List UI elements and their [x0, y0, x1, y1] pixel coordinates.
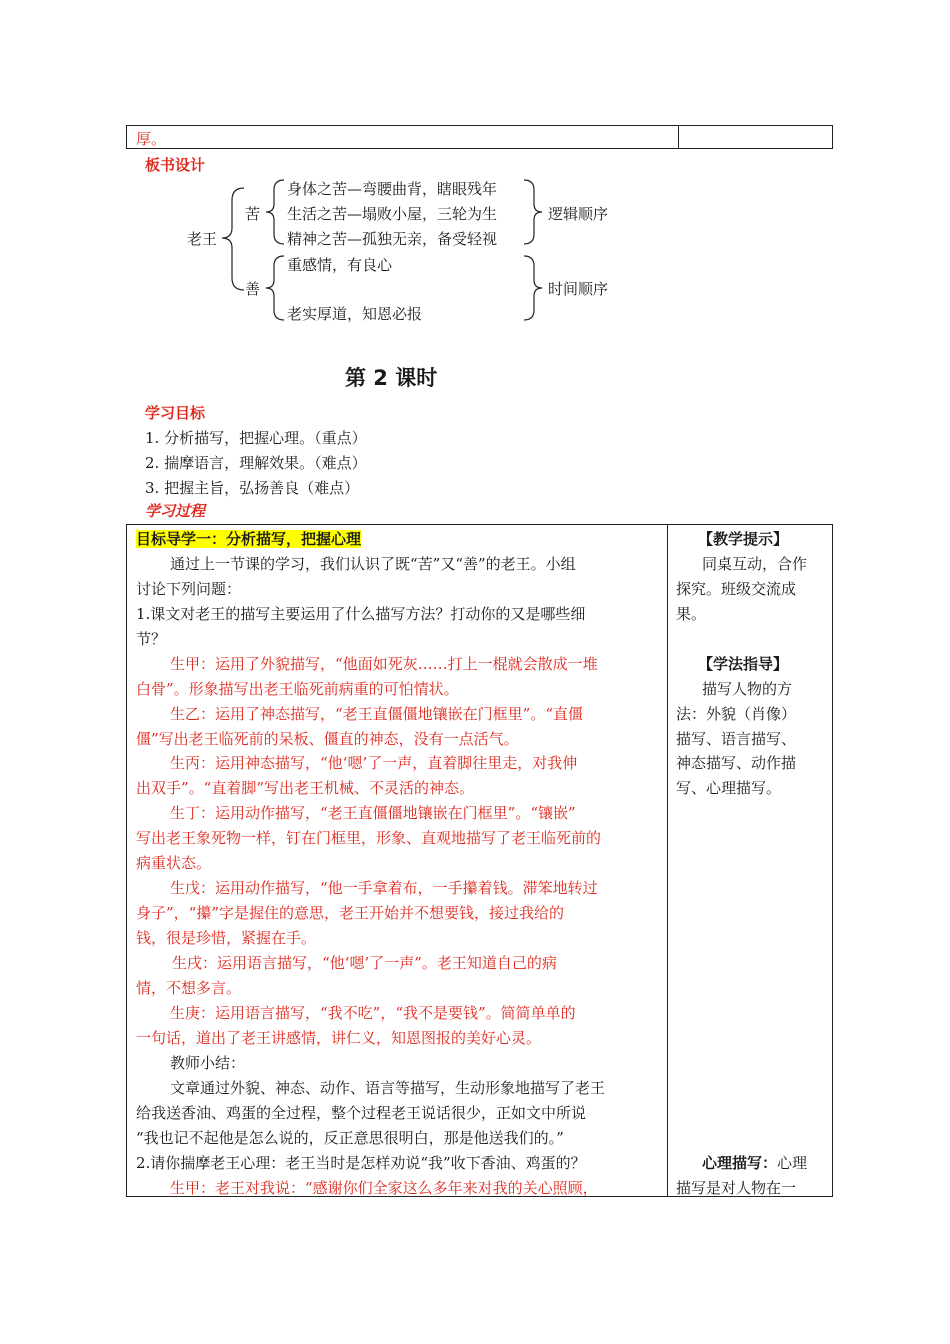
tip-line: 同桌互动，合作: [702, 555, 808, 573]
section-title: 目标导学一：分析描写，把握心理: [136, 530, 362, 548]
answer-line: 情，不想多言。: [136, 979, 242, 997]
board-shan-item: 重感情，有良心: [287, 256, 393, 274]
text-line: 文章通过外貌、神态、动作、语言等描写，生动形象地描写了老王: [170, 1079, 606, 1097]
lesson-title: 第 2 课时: [345, 366, 438, 390]
method-line: 描写人物的方: [702, 680, 793, 698]
goal-item: 2. 揣摩语言，理解效果。（难点）: [145, 454, 367, 472]
answer-line: 病重状态。: [136, 854, 212, 872]
board-heading: 板书设计: [145, 156, 206, 174]
board-root: 老王: [187, 230, 218, 248]
board-ku-item: 生活之苦—塌败小屋，三轮为生: [287, 205, 498, 223]
answer-line: 生甲：运用了外貌描写，“他面如死灰……打上一棍就会散成一堆: [170, 655, 598, 673]
psych-line: 描写是对人物在一: [676, 1179, 797, 1197]
board-ku-item: 精神之苦—孤独无亲，备受轻视: [287, 230, 498, 248]
text-line: 节？: [136, 630, 167, 648]
brace-ku-right: [524, 180, 542, 244]
method-line: 法：外貌（肖像）: [676, 705, 797, 723]
board-braces: [0, 0, 950, 340]
answer-line: 白骨”。形象描写出老王临死前病重的可怕情状。: [136, 680, 459, 698]
board-ku-item: 身体之苦—弯腰曲背，瞎眼残年: [287, 180, 498, 198]
answer-line: 出双手”。“直着脚”写出老王机械、不灵活的神态。: [136, 779, 475, 797]
answer-line: 写出老王象死物一样，钉在门框里，形象、直观地描写了老王临死前的: [136, 829, 602, 847]
psych-line: 心理描写：心理: [702, 1154, 808, 1172]
text-line: 讨论下列问题：: [136, 580, 242, 598]
board-ku-label: 逻辑顺序: [548, 205, 609, 223]
text-line: 给我送香油、鸡蛋的全过程，整个过程老王说话很少，正如文中所说: [136, 1104, 587, 1122]
brace-shan-right: [524, 256, 542, 320]
answer-line: 僵”写出老王临死前的呆板、僵直的神态，没有一点活气。: [136, 730, 519, 748]
brace-root: [222, 188, 244, 290]
method-line: 描写、语言描写、: [676, 730, 797, 748]
brace-ku-left: [266, 180, 284, 244]
text-line: 通过上一节课的学习，我们认识了既“苦”又“善”的老王。小组: [170, 555, 576, 573]
goal-item: 3. 把握主旨，弘扬善良（难点）: [145, 479, 360, 497]
answer-line: 生乙：运用了神态描写，“老王直僵僵地镶嵌在门框里”。“直僵: [170, 705, 584, 723]
top-row-text: 厚。: [136, 130, 167, 148]
summary-label: 教师小结：: [170, 1054, 246, 1072]
method-heading: 【学法指导】: [698, 655, 789, 673]
answer-line: 身子”，“攥”字是握住的意思，老王开始并不想要钱，接过我给的: [136, 904, 565, 922]
board-shan-label: 时间顺序: [548, 280, 609, 298]
board-shan: 善: [245, 280, 261, 298]
text-line: 1.课文对老王的描写主要运用了什么描写方法？打动你的又是哪些细: [136, 605, 586, 623]
brace-shan-left: [266, 256, 284, 320]
goals-heading: 学习目标: [145, 404, 206, 422]
goal-item: 1. 分析描写，把握心理。（重点）: [145, 429, 367, 447]
answer-line: 生庚：运用语言描写，“我不吃”，“我不是要钱”。简简单单的: [170, 1004, 576, 1022]
process-heading: 学习过程: [145, 502, 206, 520]
answer-line: 生戌：运用语言描写，“他‘嗯’了一声”。老王知道自己的病: [172, 954, 557, 972]
answer-line: 一句话，道出了老王讲感情，讲仁义，知恩图报的美好心灵。: [136, 1029, 542, 1047]
text-line: “我也记不起他是怎么说的，反正意思很明白，那是他送我们的。”: [136, 1129, 564, 1147]
board-shan-item: 老实厚道，知恩必报: [287, 305, 423, 323]
answer-line: 生丙：运用神态描写，“他‘嗯’了一声，直着脚往里走，对我伸: [170, 754, 578, 772]
answer-line: 生甲：老王对我说：“感谢你们全家这么多年来对我的关心照顾，: [170, 1179, 598, 1197]
column-divider: [667, 525, 668, 1196]
board-ku: 苦: [245, 205, 261, 223]
answer-line: 钱，很是珍惜，紧握在手。: [136, 929, 317, 947]
method-line: 写、心理描写。: [676, 779, 782, 797]
text-line: 2.请你揣摩老王心理：老王当时是怎样劝说“我”收下香油、鸡蛋的？: [136, 1154, 586, 1172]
method-line: 神态描写、动作描: [676, 754, 797, 772]
answer-line: 生丁：运用动作描写，“老王直僵僵地镶嵌在门框里”。“镶嵌”: [170, 804, 576, 822]
tip-heading: 【教学提示】: [698, 530, 789, 548]
tip-line: 果。: [676, 605, 707, 623]
answer-line: 生戊：运用动作描写，“他一手拿着布，一手攥着钱。滞笨地转过: [170, 879, 598, 897]
tip-line: 探究。班级交流成: [676, 580, 797, 598]
